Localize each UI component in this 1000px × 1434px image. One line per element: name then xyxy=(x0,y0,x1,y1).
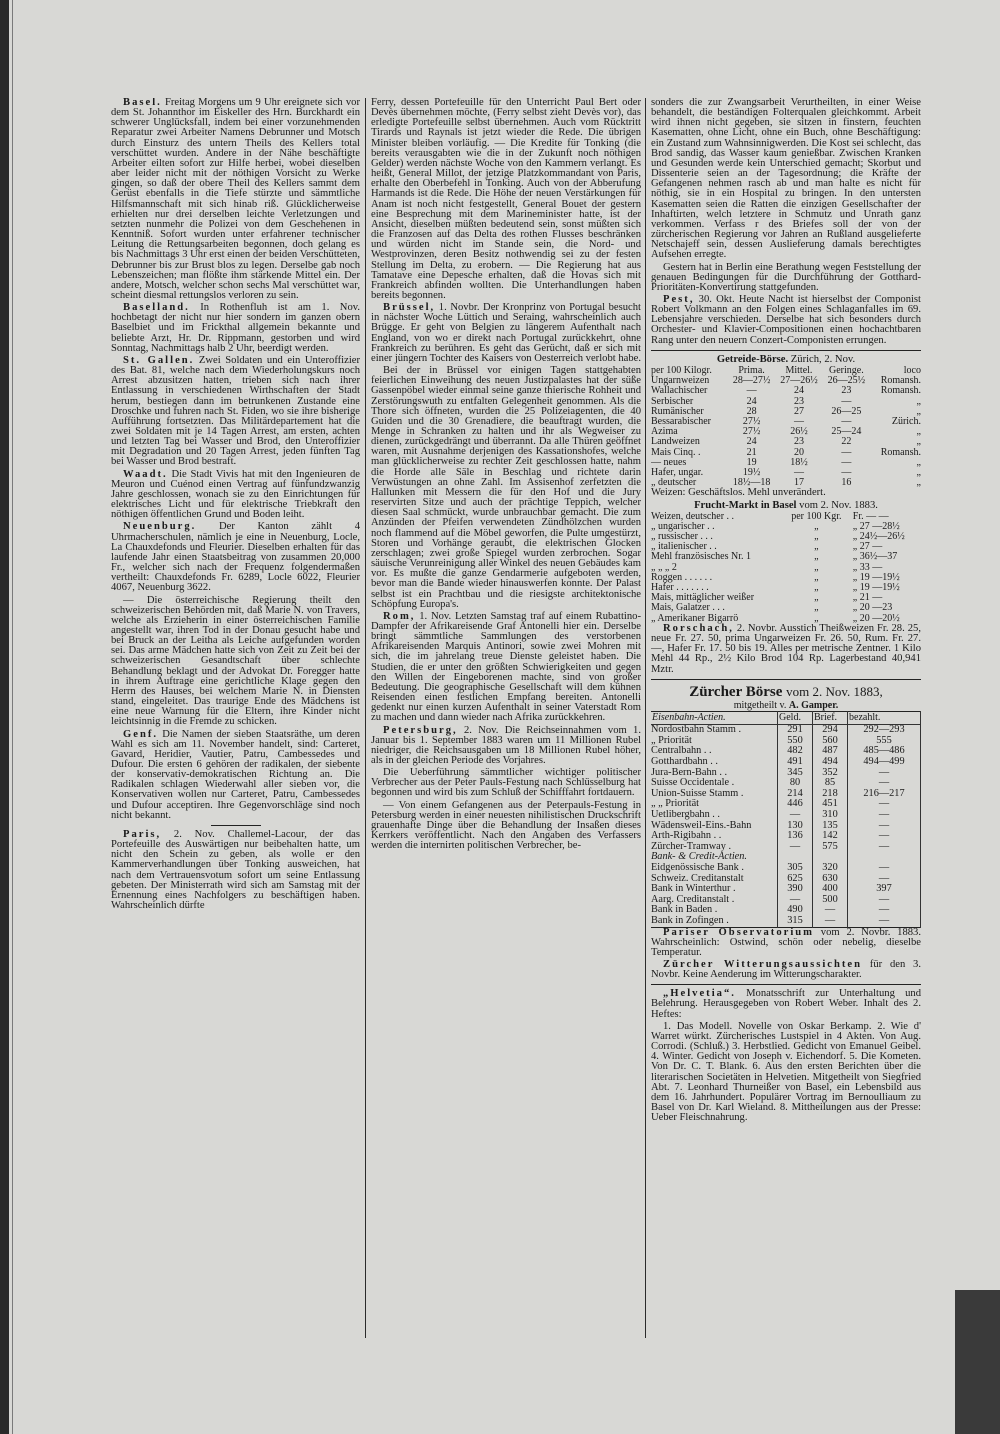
article-text: — Die österreichische Regierung theilt den schweizerischen Behörden mit, daß Marie N. von Travers, welche als Erzieherin in einer österreichischen Familie angestellt war, ihren Tod in der Donau gesucht habe und bei Bruck an der Leitha als Leiche aufgefunden worden sei. Das arme Mädchen hatte sich von Zeit zu Zeit bei der schweizerischen Gesandtschaft über schlechte Behandlung beklagt und der Advokat Dr. Foregger hatte in ihrem Auftrage eine gerichtliche Klage gegen den Herrn des Hauses, bei welchem Marie N. in Diensten stand, eingeleitet. Das traurige Ende des Mädchens ist eine neue Warnung für die Eltern, ihre Kinder nicht leichtsinnig in die Fremde zu schicken. xyxy=(111,594,360,728)
table-cell: Ungarnweizen xyxy=(651,375,710,387)
table-cell: 27 xyxy=(793,405,804,417)
scan-edge-line xyxy=(12,0,13,1434)
table-cell: „ xyxy=(814,541,819,553)
table-row xyxy=(651,916,921,927)
article-dateline: Basel. xyxy=(123,98,162,108)
column-header: Brief. xyxy=(813,711,848,725)
bid-price: 490 xyxy=(778,905,813,916)
table-cell: 21 xyxy=(746,446,757,458)
table-cell: Hafer, ungar. xyxy=(651,466,704,478)
table-cell: — xyxy=(793,466,804,478)
article-text: — Von einem Gefangenen aus der Peterpauls-Festung in Petersburg werden in einer neuesten nihilistischen Druckschrift grauenhafte Dinge über die Behandlung der Insaßen dieses Kerrkers veröffentlicht. Nach den Angaben des Verfassers werden die internirten politischen Verbrecher, be- xyxy=(371,799,641,852)
article-paragraph xyxy=(651,98,921,261)
article-text: Die Namen der sieben Staatsräthe, um deren Wahl es sich am 11. November handelt, sind: Carteret, Gavard, Heridier, Vautier, Patru, Cambessedes und Dufour. Die ersten 6 gehören der radikalen, der siebente der konservativ-demokratischen Richtung an. Die Radikalen schlagen Wiederwahl aller sieben vor, die Konservativen wollen nur Carteret, Patru, Cambessedes und Dufour acceptiren. Ihre Gegenvorschläge sind noch nicht bekannt. xyxy=(111,728,360,821)
table-cell: Fr. — — xyxy=(852,510,889,522)
article-text: 1. Das Modell. Novelle von Oskar Berkamp. 2. Wie d' Warret würkt. Zürcherisches Lustspiel in 4 Akten. Von Aug. Corrodi. (Schluß.) 3. Herbstlied. Gedicht von Emanuel Geibel. 4. Winter. Gedicht von Joseph v. Eichendorf. 5. Die Kometen. Von Dr. C. T. Blank. 6. Aus den ersten Berichten über die literarischen Societäten in Helvetien. Mitgetheilt von Siegfried Abt. 7. Leonhard Thurneißer von Basel, ein Lebensbild aus dem 16. Jahrhundert. Populärer Vortrag im Bernoulliaum zu Basel von Dr. Karl Wieland. 8. Mittheilungen aus der Presse: Ueber Fleischnahrung. xyxy=(651,1020,921,1124)
table-cell: „ xyxy=(916,456,921,468)
article-dateline: St. Gallen. xyxy=(123,354,195,366)
bid-price: 390 xyxy=(778,884,813,895)
table-cell: „ xyxy=(916,395,921,407)
table-cell: 25—24 xyxy=(831,426,862,438)
article-paragraph xyxy=(371,366,641,610)
table-cell: „ xyxy=(916,405,921,417)
table-cell: — xyxy=(841,456,852,468)
table-cell: Azima xyxy=(651,426,678,438)
paid-price: 485—486 xyxy=(848,746,921,757)
article-text: für den 3. Novbr. Keine Aenderung im Witterungscharakter. xyxy=(651,959,921,981)
table-cell: 24 xyxy=(746,436,757,448)
table-cell: „ 36½—37 xyxy=(852,551,898,563)
table-cell: 16 xyxy=(841,477,852,489)
article-paragraph xyxy=(371,303,641,364)
paid-price: — xyxy=(848,905,921,916)
article-text: Freitag Morgens um 9 Uhr ereignete sich vor dem St. Johannthor im Eiskeller des Hrn. Burckhardt ein schwerer Unglücksfall, indem bei einer vorzunehmenden Reparatur zwei Arbeiter Namens Debrunner und Motsch durch Einsturz des untern Theils des Kellers total verschüttet wurden. Andere in der Nähe beschäftigte Arbeiter eilten sofort zur Hilfe herbei, wobei dieselben aber leider nicht mit der nöthigen Vorsicht zu Werke gingen, so daß der obere Theil des Kellers sammt dem Gerüst ebenfalls in die Tiefe stürzte und sämmtliche Hilfsmannschaft mit sich hinab riß. Glücklicherweise erhielten nur drei derselben leichte Verletzungen und setzten nunmehr die Polizei von dem Geschehenen in Kenntniß. Sofort wurden unter erfahrener technischer Leitung die Rettungsarbeiten begonnen, doch gelang es bis Nachmittags 3 Uhr erst einen der beiden Verschütteten, Debrunner bis zur Brust blos zu legen. Derselbe gab noch Lebenszeichen; man flößte ihm stärkende Mittel ein. Der andere, Motsch, welcher schon sechs Mal verschüttet war, scheint diesmal rettungslos verloren zu sein. xyxy=(111,98,360,301)
table-cell: Mais, Galatzer . . . xyxy=(651,602,725,614)
column-right xyxy=(651,98,921,1343)
paid-price: — xyxy=(848,768,921,779)
security-name: Suisse Occidentale . xyxy=(651,777,735,789)
column-header: Eisenbahn-Actien. xyxy=(651,711,778,725)
article-dateline: Genf. xyxy=(123,728,159,740)
table-cell: 19 xyxy=(746,456,757,468)
table-cell: Bessarabischer xyxy=(651,415,711,427)
scan-edge-left xyxy=(0,0,9,1434)
table-cell: „ 19 —19½ xyxy=(852,582,900,594)
column-header: per 100 Kilogr. xyxy=(651,364,712,376)
table-cell: 18½ xyxy=(790,456,808,468)
article-paragraph xyxy=(651,624,921,675)
paid-price: — xyxy=(848,821,921,832)
table-cell: „ xyxy=(814,551,819,563)
table-cell: „ xyxy=(916,426,921,438)
article-dateline: „Helvetia“. xyxy=(663,988,736,1000)
article-paragraph xyxy=(111,303,360,354)
table-cell: Serbischer xyxy=(651,395,694,407)
table-cell: „ italienischer . . xyxy=(651,541,717,553)
table-cell: Mais, mittäglicher weißer xyxy=(651,592,755,604)
table-row xyxy=(651,448,921,458)
article-text: 2. Novbr. Ausstich Theißweizen Fr. 28. 25, neue Fr. 27. 50, prima Ungarweizen Fr. 26. 50, Rum. Fr. 27. —, Hafer Fr. 17. 50 bis 19. Alles per metrische Zentner. 1 Kilo Mehl 44 Rp., 2½ Kilo Brod 104 Rp. Lagerbestand 40,941 Mztr. xyxy=(651,622,921,675)
table-cell: „ 21 — xyxy=(852,592,883,604)
fruit-market-table xyxy=(651,512,921,624)
paid-price: — xyxy=(848,778,921,789)
table-cell: — xyxy=(746,385,757,397)
table-cell: 26½ xyxy=(790,426,808,438)
ask-price: 320 xyxy=(813,863,848,874)
bourse-sub-label: mitgetheilt v. xyxy=(733,699,787,711)
table-cell: Rumänischer xyxy=(651,405,704,417)
table-cell: „ xyxy=(814,571,819,583)
table-row xyxy=(651,386,921,396)
table-header-row xyxy=(651,711,921,725)
ask-price: 500 xyxy=(813,895,848,906)
article-paragraph xyxy=(651,295,921,346)
bourse-title xyxy=(651,684,921,700)
table-cell: Weizen, deutscher . . xyxy=(651,510,735,522)
article-text: sonders die zur Zwangsarbeit Verurtheilten, in einer Weise behandelt, die beständigen Folterqualen gleichkommt. Arbeit wird ihnen nicht gegeben, sie sitzen in finstern, feuchten Kasematten, ohne Licht, ohne ein Buch, ohne Beschäftigung: ein Zustand zum Wahnsinnigwerden. Die Kost sei schlecht, das Brod sandig, das Wasser kaum genießbar. Zwischen Kranken und Gesunden werde kein Unterschied gemacht; Skorbut und Dissenterie seien an der Tagesordnung; die Kräfte der Gefangenen nehmen rasch ab und man halte es nicht für nöthig, sie in ein Hospital zu bringen. In den untersten Kasematten seien die Ratten die einzigen Gesellschafter der Inhaftirten, welch letztere in Schmutz und Unrath ganz verkommen. Verfass r des Briefes soll der von der zürcherischen Regierung vor Jahren an Rußland ausgelieferte Netschajeff sein, dessen Auslieferung damals berechtigtes Aufsehen erregte. xyxy=(651,98,921,261)
column-left xyxy=(111,98,360,1343)
paid-price: 292—293 xyxy=(848,725,921,736)
article-dateline: Brüssel, xyxy=(383,302,436,314)
table-cell: 23 xyxy=(793,436,804,448)
table-cell: — xyxy=(841,446,852,458)
table-cell: Wallachischer xyxy=(651,385,708,397)
paid-price: 216—217 xyxy=(848,789,921,800)
bourse-date: vom 2. Nov. 1883, xyxy=(786,683,883,699)
table-cell: Romansh. xyxy=(880,385,921,397)
ask-price: — xyxy=(813,905,848,916)
table-cell: „ xyxy=(916,477,921,489)
article-text: Monatsschrift zur Unterhaltung und Belehrung. Herausgegeben von Robert Weber. Inhalt des 2. Heftes: xyxy=(651,988,921,1020)
table-cell: 18½—18 xyxy=(732,477,771,489)
table-cell: per 100 Kgr. xyxy=(791,510,842,522)
security-name: Bank in Baden . xyxy=(651,904,718,916)
article-paragraph xyxy=(111,730,360,821)
table-cell: „ 27 — xyxy=(852,541,883,553)
article-dateline: Pariser Observatorium xyxy=(663,926,814,938)
table-cell: 24 xyxy=(746,395,757,407)
article-text: 2. Nov. Challemel-Lacour, der das Portefeuille des Auswärtigen nur beibehalten hatte, um nicht den Schein zu geben, als wolle er den Kammerverhandlungen über Tonking ausweichen, hat nach dem Vertrauensvotum sofort um seine Entlassung gebeten. Der Ministerrath wird sich am Samstag mit der Ernennung eines Nachfolgers zu beschäftigen haben. Wahrscheinlich dürfte xyxy=(111,828,360,912)
table-cell: „ xyxy=(814,561,819,573)
table-cell: „ 27 —28½ xyxy=(852,520,900,532)
table-cell: — neues xyxy=(651,456,687,468)
paid-price: — xyxy=(848,895,921,906)
table-cell: Landweizen xyxy=(651,436,700,448)
ask-price: 487 xyxy=(813,746,848,757)
table-cell: „ 19 —19½ xyxy=(852,571,900,583)
table-cell: „ xyxy=(916,466,921,478)
table-cell: — xyxy=(793,415,804,427)
ask-price: 135 xyxy=(813,821,848,832)
ask-price: 218 xyxy=(813,789,848,800)
article-dateline: Zürcher Witterungsaussichten xyxy=(663,959,862,971)
column-divider xyxy=(645,98,646,1338)
bourse-author: A. Gamper. xyxy=(788,699,839,711)
table-row xyxy=(651,437,921,447)
article-dateline: Rom, xyxy=(383,610,416,622)
security-name: Jura-Bern-Bahn . . xyxy=(651,766,728,778)
bid-price: 80 xyxy=(778,778,813,789)
table-cell: „ xyxy=(814,592,819,604)
ask-price: 400 xyxy=(813,884,848,895)
bid-price: 291 xyxy=(778,725,813,736)
table-cell: „ 20 —20½ xyxy=(852,612,900,624)
article-text: Der Kanton zählt 4 Uhrmacherschulen, nämlich je eine in Neuenburg, Locle, La Chauxdefonds und Fleurier. Dieselben erhalten für das laufende Jahr einen Staatsbeitrag von zusammen 20,000 Fr., welcher sich nach der Frequenz folgendermaßen vertheilt: Chauxdefonds Fr. 6289, Locle 6022, Fleurier 4067, Neuenburg 3622. xyxy=(111,521,360,594)
column-header: Prima. xyxy=(738,364,765,376)
security-name: „ Priorität xyxy=(651,734,692,746)
section-rule xyxy=(651,350,921,351)
article-text: Zwei Soldaten und ein Unteroffizier des Bat. 81, welche nach dem Wiederholungskurs noch Arrest abzusitzen hatten, trieben sich nach ihrer Entlassung in verschiedenen Wirthschaften der Stadt herum, bestiegen dann im betrunkenen Zustande eine Droschke und fuhren nach St. Fiden, wo sie ihre bisherige Aufführung fortsetzten. Das Militärdepartement hat die zwei Soldaten mit je 14 Tagen Arrest, am ersten, achten und letzten Tag bei Wasser und Brod, den Unteroffizier mit Degradation und 20 Tagen Arrest, jeden fünften Tag bei Wasser und Brod bestraft. xyxy=(111,354,360,468)
security-name: Bank in Zofingen . xyxy=(651,914,729,926)
table-cell: 24 xyxy=(793,385,804,397)
article-paragraph xyxy=(651,928,921,958)
section-rule xyxy=(651,984,921,985)
article-paragraph xyxy=(651,1022,921,1124)
paid-price: — xyxy=(848,874,921,885)
fruit-market-heading xyxy=(651,501,921,511)
table-cell: „ Amerikaner Bigarrö xyxy=(651,612,739,624)
bid-price: 345 xyxy=(778,768,813,779)
article-text: 1. Nov. Letzten Samstag traf auf einem Rubattino-Dampfer der Afrikareisende Graf Antonelli hier ein. Derselbe bringt sämmtliche Sammlungen des verstorbenen Afrikareisenden Marquis Antinori, sowie zwei Mohren mit sich, die im jahrelang treue Dienste geleistet haben. Die Studien, die er unter den größten Schwierigkeiten und gegen den Willen der Eingeborenen machte, sind von großer Bedeutung. Die geographische Gesellschaft will dem kühnen Reisenden einen festlichen Empfang bereiten. Antonelli gedenkt nur einen kurzen Aufenthalt in seiner Vaterstadt Rom zu machen und dann wieder nach Afrika zurückkehren. xyxy=(371,610,641,724)
bid-price: 305 xyxy=(778,863,813,874)
section-rule xyxy=(651,679,921,680)
table-cell: „ xyxy=(814,531,819,543)
bid-price: — xyxy=(778,895,813,906)
table-cell: „ 24½—26½ xyxy=(852,531,905,543)
article-paragraph xyxy=(371,801,641,852)
ask-price: 85 xyxy=(813,778,848,789)
ask-price: 560 xyxy=(813,736,848,747)
table-cell: „ „ „ 2 xyxy=(651,561,677,573)
security-name: Gotthardbahn . . xyxy=(651,756,718,768)
paid-price: — xyxy=(848,810,921,821)
bid-price: — xyxy=(778,842,813,853)
security-name: Centralbahn . . xyxy=(651,745,712,757)
article-text: 30. Okt. Heute Nacht ist hierselbst der Componist Robert Volkmann an den Folgen eines Schlaganfalles im 69. Lebensjahre verschieden. Derselbe hat sich besonders durch Orchester- und Klavier-Compositionen einen hochachtbaren Rang unter den neuern Conzert-Componisten errungen. xyxy=(651,293,921,346)
article-dateline: Petersburg, xyxy=(383,724,458,736)
table-row xyxy=(651,863,921,874)
ask-price: — xyxy=(813,916,848,927)
fruit-market-title: Frucht-Markt in Basel xyxy=(694,499,797,511)
ask-price: 142 xyxy=(813,831,848,842)
column-header: Geringe. xyxy=(828,364,864,376)
security-name: Aarg. Creditanstalt . xyxy=(651,893,735,905)
table-cell: „ 33 — xyxy=(852,561,883,573)
column-header: Mittel. xyxy=(785,364,813,376)
article-paragraph xyxy=(111,830,360,911)
paid-price: — xyxy=(848,842,921,853)
article-paragraph xyxy=(371,726,641,767)
section-rule-short xyxy=(211,825,261,826)
table-cell: 27—26½ xyxy=(780,375,818,387)
article-paragraph xyxy=(111,356,360,468)
bourse-name: Zürcher Börse xyxy=(689,683,783,700)
article-paragraph xyxy=(651,989,921,1019)
table-cell: — xyxy=(841,466,852,478)
article-paragraph xyxy=(651,960,921,980)
table-cell: „ xyxy=(814,612,819,624)
article-paragraph xyxy=(111,522,360,593)
security-name: Eidgenössische Bank . xyxy=(651,861,744,873)
security-name: Bank in Winterthur . xyxy=(651,883,736,895)
ask-price: 494 xyxy=(813,757,848,768)
article-paragraph xyxy=(371,768,641,798)
article-dateline: Paris, xyxy=(123,828,162,840)
table-cell: 22 xyxy=(841,436,852,448)
scan-edge-bottom-right xyxy=(955,1290,1000,1434)
grain-exchange-table xyxy=(651,366,921,488)
table-cell: „ 20 —23 xyxy=(852,602,893,614)
grain-exchange-place: Zürich, 2. Nov. xyxy=(790,353,856,365)
article-paragraph xyxy=(111,596,360,728)
table-cell: Hafer . . . . . . . xyxy=(651,582,709,594)
security-name: Nordostbahn Stamm . xyxy=(651,724,742,736)
table-row xyxy=(651,417,921,427)
bid-price: 130 xyxy=(778,821,813,832)
paid-price: — xyxy=(848,799,921,810)
article-text: Die Ueberführung sämmtlicher wichtiger politischer Verbrecher aus der Peter Pauls-Festung nach Schlüsselburg hat begonnen und wird bis zum Schluß der Schifffahrt fortdauern. xyxy=(371,767,641,799)
table-cell: 27½ xyxy=(742,426,761,438)
table-cell: Mais Cinq. . xyxy=(651,446,701,458)
article-dateline: Neuenburg. xyxy=(123,521,197,533)
article-dateline: Rorschach, xyxy=(663,622,734,634)
column-divider xyxy=(365,98,366,1338)
article-dateline: Pest, xyxy=(663,293,695,305)
bourse-table xyxy=(651,711,921,928)
article-paragraph xyxy=(651,263,921,293)
bourse-subtitle xyxy=(651,700,921,711)
security-name: „ „ Priorität xyxy=(651,798,700,810)
column-middle xyxy=(371,98,641,1343)
column-header: loco xyxy=(903,364,921,376)
table-cell: — xyxy=(841,395,852,407)
bid-price: 491 xyxy=(778,757,813,768)
table-cell: Zürich. xyxy=(891,415,921,427)
article-paragraph xyxy=(111,470,360,521)
grain-exchange-note: Weizen: Geschäftslos. Mehl unverändert. xyxy=(651,487,826,499)
grain-exchange-heading xyxy=(651,355,921,365)
article-paragraph xyxy=(371,98,641,301)
bid-price: 315 xyxy=(778,916,813,927)
ask-price: 352 xyxy=(813,768,848,779)
table-cell: Romansh. xyxy=(880,375,921,387)
article-text: Bei der in Brüssel vor einigen Tagen stattgehabten feierlichen Einweihung des neuen Justizpalastes hat der süße Gassenpöbel wieder einmal seine ganze thierische Rohheit und Zerstörungswuth zu entfalten Gelegenheit genommen. Als die Thore sich öffneten, wurden die 25 Polizeiagenten, die 40 Guiden und die 30 Grenadiere, die beauftragt wurden, die Menge in Schranken zu halten und ihr als Wegweiser zu dienen, zurückgedrängt und überrannt. Da alle Thüren geöffnet waren, mit Ausnahme derjenigen des Kassationshofes, welche man glücklicherweise zu rechter Zeit geschlossen hatte, nahm die Horde alle Säle in Beschlag und richtete darin Verwüstungen an ohne Zahl. Im Assisenhof zerfetzten die Hallunken mit Messern die für den Hof und die Jury reservirten Sitze und auch der prächtige Teppich, welcher diesen Saal schmückt, wurde unbrauchbar gemacht. Die zum Anzünden der Pfeifen verwendeten Zündhölzchen wurden noch flammend auf die Möbel geworfen, die Pulte umgestürzt, Storen und Vorhänge geraubt, die elektrischen Glocken zerschlagen; zwei große Spiegel wurden zerbrochen. Sogar säuische Verunreinigung aller Winkel des neuen Gebäudes kam vor. Es mußte die ganze Gendarmerie aufgeboten werden, bevor man die Bande wieder hinauswerfen konnte. Der Palast selbst ist ein Prachtbau und die riesigste architektonische Schöpfung Europa's. xyxy=(371,365,641,610)
article-paragraph xyxy=(111,98,360,301)
article-text: Die Stadt Vivis hat mit den Ingenieuren de Meuron und Cuénod einen Vertrag auf fünfundzwanzig Jahre geschlossen, wonach sie zu den Einrichtungen für elektrisches Licht und für elektrische Triebkraft den nöthigen öffentlichen Grund und Boden leiht. xyxy=(111,468,360,521)
paid-price: — xyxy=(848,831,921,842)
security-name: Uetlibergbahn . . xyxy=(651,809,721,821)
column-header: bezahlt. xyxy=(848,711,921,725)
table-cell: „ xyxy=(814,602,819,614)
paid-price: 555 xyxy=(848,736,921,747)
fruit-market-date: vom 2. Nov. 1883. xyxy=(799,499,878,511)
table-cell: 26—25½ xyxy=(827,375,866,387)
table-cell: „ russischer . . . xyxy=(651,531,713,543)
table-cell: 17 xyxy=(793,477,804,489)
paid-price: — xyxy=(848,916,921,927)
article-text: Gestern hat in Berlin eine Berathung wegen Feststellung der genauen Bedingungen für die Durchführung der Gotthard-Prioritäten-Konvertirung stattgefunden. xyxy=(651,261,921,293)
ask-price: 451 xyxy=(813,799,848,810)
ask-price: 575 xyxy=(813,842,848,853)
table-cell: „ xyxy=(814,520,819,532)
bid-price: 214 xyxy=(778,789,813,800)
paid-price: 494—499 xyxy=(848,757,921,768)
ask-price: 310 xyxy=(813,810,848,821)
security-name: Wädensweil-Eins.-Bahn xyxy=(651,819,752,831)
paid-price: 397 xyxy=(848,884,921,895)
bid-price: 446 xyxy=(778,799,813,810)
bid-price: 482 xyxy=(778,746,813,757)
bid-price: 625 xyxy=(778,874,813,885)
security-name: Schweiz. Creditanstalt xyxy=(651,872,744,884)
article-paragraph xyxy=(371,612,641,724)
article-text: 1. Novbr. Der Kronprinz von Portugal besucht in nächster Woche Lüttich und Seraing, wahrscheinlich auch Brügge. Er geht von Belgien zu längerem Aufenthalt nach England, von wo er direkt nach Portugal zurückkehrt, ohne Frankreich zu berühren. Es geht das Gerücht, daß er sich mit einer jüngern Tochter des Kaisers von Oesterreich verlobt habe. xyxy=(371,302,641,364)
table-cell: Romansh. xyxy=(880,446,921,458)
security-name: Zürcher-Tramway . xyxy=(651,840,732,852)
table-cell: Roggen . . . . . . xyxy=(651,571,713,583)
article-dateline: Baselland. xyxy=(123,302,190,314)
ask-price: 630 xyxy=(813,874,848,885)
bid-price: 136 xyxy=(778,831,813,842)
bid-price: — xyxy=(778,810,813,821)
table-cell: „ ungarischer . . xyxy=(651,520,715,532)
security-name: Arth-Rigibahn . . xyxy=(651,830,722,842)
table-cell: „ xyxy=(814,582,819,594)
table-cell: 23 xyxy=(793,395,804,407)
table-cell: 20 xyxy=(793,446,804,458)
table-cell: 19½ xyxy=(742,466,761,478)
article-text: vom 2. Novbr. 1883. Wahrscheinlich: Ostwind, schön oder nebelig, dieselbe Temperatur. xyxy=(651,926,921,958)
grain-exchange-title: Getreide-Börse. xyxy=(716,353,789,365)
table-cell: „ xyxy=(916,436,921,448)
article-text: 2. Nov. Die Reichseinnahmen vom 1. Januar bis 1. September 1883 waren um 11 Millionen Rubel niedriger, die Reichsausgaben um 18 Millionen Rubel höher, als in der gleichen Periode des Vorjahres. xyxy=(371,724,641,766)
column-header: Geld. xyxy=(778,711,813,725)
table-cell: — xyxy=(841,415,852,427)
table-cell: 27½ xyxy=(742,415,761,427)
article-text: Ferry, dessen Portefeuille für den Unterricht Paul Bert oder Devès übernehmen möchte, (Ferry selbst zieht Devès vor), das erledigte Portefeuille selbst übernehmen. Auch vom Rücktritt Tirards und Raynals ist jetzt wieder die Rede. Die übrigen Minister bleiben vorläufig. — Die Kredite für Tonking (die bereits verausgabten wie die in der Zukunft noch nöthigen Gelder) werden nächste Woche von den Kammern verlangt. Es heißt, General Millot, der jetzige Platzkommandant von Paris, erhalte den Oberbefehl in Tonking. Auch von der Abberufung Harmands ist die Rede. Die Höhe der neuen Verstärkungen für Anam ist noch nicht festgestellt, General Bouet der gestern eine Besprechung mit dem Marineminister hatte, ist der Ansicht, dieselben müßten bedeutend sein, sonst müßten sich die Franzosen auf das Delta des rothen Flusses beschränken und würden nicht im Stande sein, die Nord- und Westprovinzen, deren Besitz nothwendig sei zu der festen Stellung im Delta, zu erobern. — Die Regierung hat aus Tamatave eine Depesche erhalten, daß die Hovas sich mit Frankreich abfinden wollten. Die Unterhandlungen haben bereits begonnen. xyxy=(371,98,641,301)
paid-price: — xyxy=(848,863,921,874)
bid-price: 550 xyxy=(778,736,813,747)
ask-price: 294 xyxy=(813,725,848,736)
table-cell: 26—25 xyxy=(831,405,862,417)
table-cell: 28—27½ xyxy=(732,375,771,387)
table-cell: 23 xyxy=(841,385,852,397)
article-text: In Rothenfluh ist am 1. Nov. hochbetagt der nicht nur hier sondern im ganzen obern Baselbiet und im Frickthal allgemein bekannte und beliebte Arzt, Hr. Dr. Rippmann, gestorben und wird Sonntag, Nachmittags halb 2 Uhr, beerdigt werden. xyxy=(111,302,360,354)
table-cell: 28 xyxy=(746,405,757,417)
table-cell: Mehl französisches Nr. 1 xyxy=(651,551,751,563)
article-dateline: Waadt. xyxy=(123,468,168,480)
security-name: Union-Suisse Stamm . xyxy=(651,787,744,799)
table-cell: „ deutscher xyxy=(651,477,697,489)
section-label: Bank- & Credit-Actien. xyxy=(651,851,747,863)
